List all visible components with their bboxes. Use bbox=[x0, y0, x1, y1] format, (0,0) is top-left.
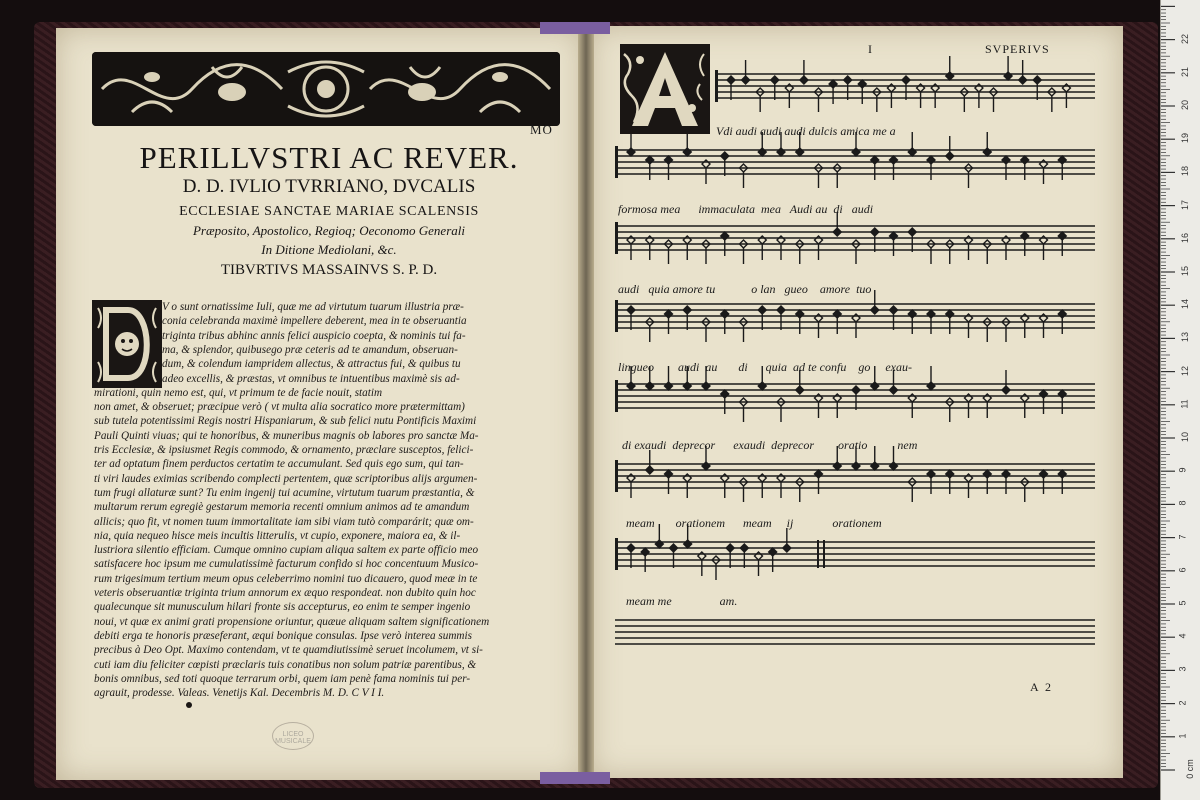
ruler-tick-label: 19 bbox=[1180, 133, 1191, 144]
ruler-tick-label: 18 bbox=[1180, 166, 1191, 177]
dedication-line: cuti iam diu feliciter cœpisti præclaris tuis conatibus non solum patriæ parentibus, & bbox=[94, 658, 477, 671]
dedication-line: tris Ecclesiæ, & ipsiusmet Regis commodo, & ornamento, præclare susceptos, felici- bbox=[94, 444, 474, 456]
ruler-tick-label: 6 bbox=[1177, 567, 1188, 573]
ruler-tick-label: 2 bbox=[1177, 700, 1188, 706]
book-gutter bbox=[578, 24, 594, 782]
dedication-line: veteris obseruantiæ triginta trium annorum ex æquo respondeat. non dubito quin hoc bbox=[94, 587, 476, 599]
ruler-tick-label: 7 bbox=[1177, 534, 1188, 540]
dedication-recipient: D. D. IVLIO TVRRIANO, DVCALIS bbox=[182, 176, 476, 197]
dedication-line: ti viri laudes eximias scribendo complecti pertentem, quæ scriptoribus alijs argumen- bbox=[94, 472, 478, 485]
ruler-tick-label: 13 bbox=[1180, 332, 1191, 343]
dedication-line: rum trigesimum tertium meum opus celeberrimo nomini tuo dicauero, quod meæ in te bbox=[94, 572, 478, 585]
dedication-line: nia, quia nequeo hisce meis incultis litterulis, vt cupio, exponere, maiora ea, & il- bbox=[94, 529, 461, 542]
ruler-tick-label: 17 bbox=[1180, 199, 1191, 210]
dedication-line: satisfacere hoc ipsum me cumulatissimè facturum confido si hoc concentuum Musico- bbox=[94, 558, 479, 571]
ruler-tick-label: 16 bbox=[1180, 232, 1191, 243]
dedication-line: noui, vt quæ ex animi grati propensione oriuntur, quæue aliquam saltem significationem bbox=[94, 615, 490, 628]
ruler-tick-label: 1 bbox=[1177, 733, 1188, 739]
dedication-line: non amet, & obseruet; præcipue verò ( vt multa alia socratico more prætermittam) bbox=[94, 401, 465, 414]
dedication-line: sub tutela potentissimi Regis nostri Hispaniarum, & sub felici nutu Pontificis Maximi bbox=[94, 415, 477, 428]
dedication-line: bonis omnibus, sed toti quoque terrarum orbi, quem iam penè fama nominis tui per- bbox=[94, 672, 471, 685]
ruler-tick-label: 4 bbox=[1177, 633, 1188, 639]
lyric-line: meam orationem meam ij orationem bbox=[626, 516, 882, 530]
decorated-initial-a bbox=[620, 44, 710, 134]
dedication-line: multarum rerum egregiè gestarum memoria recenti omnium animos ad te amandum bbox=[94, 501, 470, 514]
dedication-line: debiti erga te honoris præseferant, æqui bonique consulas. Ipse verò interea summis bbox=[94, 629, 472, 642]
ruler-tick-label: 15 bbox=[1180, 265, 1191, 277]
ruler-tick-label: 11 bbox=[1179, 399, 1190, 409]
ruler-tick-label: 9 bbox=[1177, 467, 1188, 473]
dedication-church: ECCLESIAE SANCTAE MARIAE SCALENSIS bbox=[179, 204, 479, 219]
library-stamp: LICEO MUSICALE bbox=[272, 722, 314, 750]
lyric-line: meam me am. bbox=[626, 594, 738, 608]
dedication-line: qualecunque sit munusculum hilari fronte sis accepturus, eo enim te semper ingenio bbox=[94, 601, 471, 614]
dedication-line: mirationi, quin nemo est, qui, vt primum te de facie nouit, statim bbox=[94, 386, 383, 399]
lyric-line: lingueo audi au di quia ad te confu go exau- bbox=[618, 360, 912, 374]
dedication-line: precibus à Deo Opt. Maximo contendam, vt te quamdiutissimè seruet incolumem, vt si- bbox=[94, 644, 483, 657]
dedication-line: conia celebranda maximè impellere deberent, mea in te obseruantia bbox=[162, 315, 467, 328]
ruler-tick-label: 8 bbox=[1177, 500, 1188, 506]
ruler-tick-label: 20 bbox=[1180, 99, 1191, 111]
lyric-line: Vdi audi audi audi dulcis amica me a bbox=[716, 124, 896, 138]
dedication-location: In Ditione Mediolani, &c. bbox=[261, 242, 397, 257]
voice-part-name: SVPERIVS bbox=[985, 42, 1050, 56]
ink-dot bbox=[186, 702, 192, 708]
ruler-tick-label: 12 bbox=[1180, 365, 1191, 376]
ruler-tick-label: 10 bbox=[1180, 431, 1191, 443]
dedication-line: lustriora silentio efficiam. Cumque omnino cupiam aliqua saltem ex parte officio meo bbox=[94, 544, 479, 557]
dedication-line: tum frugi allaturæ sunt? Tu enim ingenij tui acumine, virtutum tuarum præstantia, & bbox=[94, 486, 475, 499]
ribbon-bottom bbox=[540, 772, 610, 784]
ruler-tick-label: 22 bbox=[1180, 33, 1191, 44]
ruler-tick-label: 0 cm bbox=[1184, 759, 1195, 779]
lyric-line: audi quia amore tu o lan gueo amore tuo bbox=[618, 282, 872, 296]
signature-mark: A 2 bbox=[1030, 680, 1054, 694]
dedication-line: agrauit, prodesse. Valeas. Venetijs Kal. Decembris M. D. C V I I. bbox=[94, 687, 385, 700]
dedication-line: adeo excellis, & præstas, vt omnibus te intuentibus maximè sis ad- bbox=[162, 372, 460, 385]
dedication-line: dum, & colendum iampridem allectus, & attractus fui, & quibus tu bbox=[162, 358, 461, 371]
dedication-line: allicis; quo fit, vt nomen tuum immortalitate iam sibi viam tutò comparárit; quæ om- bbox=[94, 515, 474, 528]
dedication-line: triginta tribus abhinc annis felici auspicio coepta, & nominis tui fa- bbox=[162, 329, 466, 342]
dedication-line: V o sunt ornatissime Iuli, quæ me ad virtutum tuarum illustria præ- bbox=[162, 301, 464, 313]
ruler-tick-label: 14 bbox=[1180, 299, 1191, 310]
dedication-author: TIBVRTIVS MASSAINVS S. P. D. bbox=[220, 262, 438, 278]
lyric-line: di exaudi deprecor exaudi deprecor oratio nem bbox=[622, 438, 918, 452]
ruler-tick-label: 5 bbox=[1177, 600, 1188, 606]
dedication-offices: Præposito, Apostolico, Regioq; Oeconomo Generali bbox=[192, 223, 465, 238]
decorated-initial-d bbox=[92, 300, 162, 388]
ribbon-top bbox=[540, 22, 610, 34]
dedication-line: ma, & splendor, quibusego præ ceteris ad te amandum, obseruan- bbox=[162, 343, 458, 356]
ruler-tick-label: 3 bbox=[1177, 666, 1188, 672]
page-number: I bbox=[868, 42, 872, 56]
dedication-title: PERILLVSTRI AC REVER. bbox=[139, 140, 519, 175]
ornamental-headpiece bbox=[92, 52, 560, 126]
ruler-tick-label: 21 bbox=[1180, 66, 1191, 77]
catchword: MO bbox=[530, 122, 553, 137]
dedication-line: ter ad optatum finem perductos certatim te accumulant. Sed quis ego sum, qui tan- bbox=[94, 458, 464, 471]
lyric-line: formosa mea immaculata mea Audi au di audi bbox=[618, 202, 874, 216]
dedication-line: Pauli Quinti viuas; qui te honoribus, & muneribus magnis ob labores pro sanctæ Ma- bbox=[94, 429, 479, 442]
